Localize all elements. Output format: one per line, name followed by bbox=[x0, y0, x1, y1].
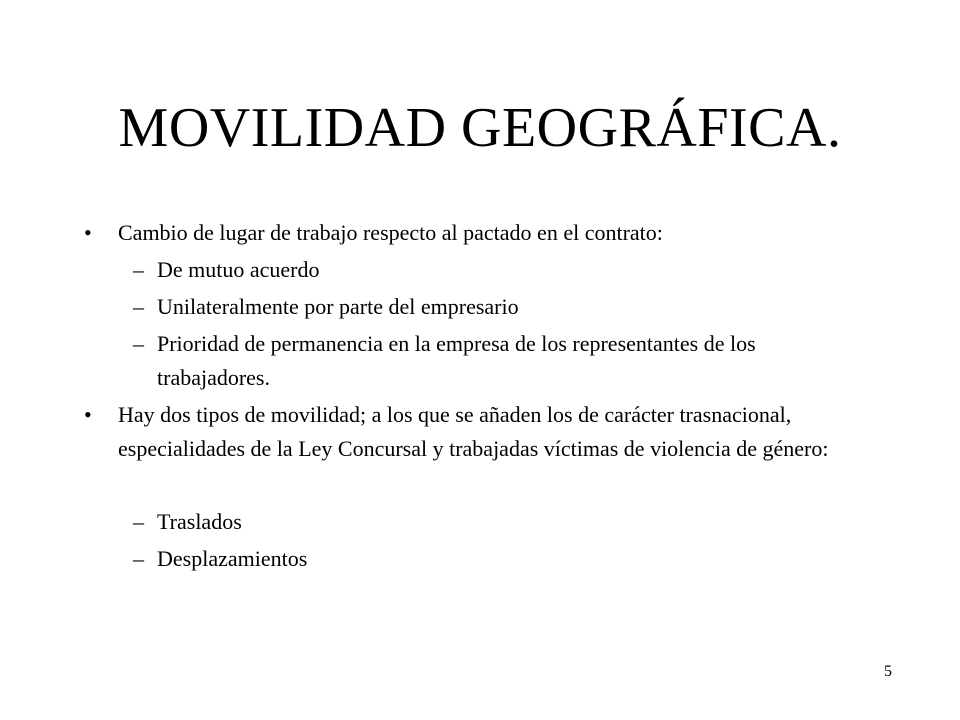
sub-bullet-text: Unilateralmente por parte del empresario bbox=[157, 294, 519, 319]
sub-bullet-marker: – bbox=[133, 331, 144, 356]
page-number: 5 bbox=[884, 663, 892, 680]
bullet-text: Hay dos tipos de movilidad; a los que se añaden los de carácter trasnacional, especialidades de la Ley Concursal y trabajadas víctimas de violencia de género: bbox=[118, 402, 829, 461]
slide-title: MOVILIDAD GEOGRÁFICA. bbox=[118, 97, 842, 159]
bullet-marker: • bbox=[84, 220, 92, 245]
bullet-marker: • bbox=[84, 402, 92, 427]
sub-bullet-marker: – bbox=[133, 546, 144, 571]
sub-bullet-text: Traslados bbox=[157, 509, 242, 534]
sub-bullet-marker: – bbox=[133, 294, 144, 319]
bullet-text: Cambio de lugar de trabajo respecto al pactado en el contrato: bbox=[118, 220, 663, 245]
sub-bullet-marker: – bbox=[133, 257, 144, 282]
sub-bullet-text: Desplazamientos bbox=[157, 546, 308, 571]
sub-bullet-marker: – bbox=[133, 509, 144, 534]
sub-bullet-text: De mutuo acuerdo bbox=[157, 257, 320, 282]
sub-bullet-text: Prioridad de permanencia en la empresa de los representantes de los trabajadores. bbox=[157, 331, 756, 390]
